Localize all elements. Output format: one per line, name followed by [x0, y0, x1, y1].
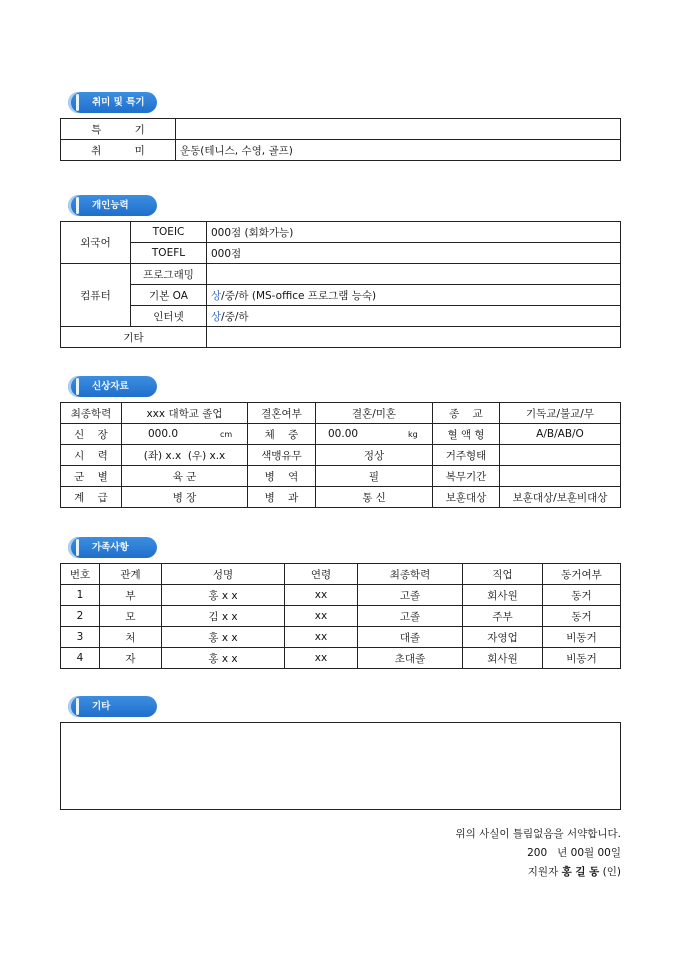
marriage-value[interactable]: 결혼/미혼	[316, 403, 433, 424]
column-header-cohabit: 동거여부	[543, 564, 621, 585]
sign-date: 200 년 00월 00일	[527, 847, 621, 859]
pledge-statement: 위의 사실이 틀림없음을 서약합니다.	[455, 828, 621, 840]
army-value[interactable]: 육 군	[122, 466, 248, 487]
computer-label: 컴퓨터	[61, 264, 131, 327]
table-row	[61, 585, 621, 606]
ability-table	[60, 221, 621, 348]
family-cell[interactable]: xx	[285, 585, 358, 606]
family-cell: 1	[61, 585, 100, 606]
religion-value[interactable]: 기독교/불교/무	[500, 403, 621, 424]
table-row	[61, 140, 621, 161]
internet-label: 인터넷	[131, 306, 207, 327]
height-label: 신 장	[61, 424, 122, 445]
religion-label: 종 교	[433, 403, 500, 424]
army-label: 군 별	[61, 466, 122, 487]
table-row	[61, 466, 621, 487]
family-cell[interactable]: xx	[285, 648, 358, 669]
weight-label: 체 중	[248, 424, 316, 445]
column-header-job: 직업	[463, 564, 543, 585]
service-period-label: 복무기간	[433, 466, 500, 487]
residence-value[interactable]	[500, 445, 621, 466]
applicant-line	[528, 864, 621, 879]
table-header-row	[61, 564, 621, 585]
family-cell[interactable]: 처	[100, 627, 162, 648]
internet-level-rest: /중/하	[221, 310, 249, 323]
family-cell[interactable]: 회사원	[463, 648, 543, 669]
marriage-label: 결혼여부	[248, 403, 316, 424]
family-cell[interactable]: 자	[100, 648, 162, 669]
family-cell[interactable]: 홍 x x	[162, 585, 285, 606]
family-cell[interactable]: xx	[285, 627, 358, 648]
family-cell[interactable]: 대졸	[358, 627, 463, 648]
height-value[interactable]: 000.0 cm	[122, 424, 248, 445]
family-cell[interactable]: 비동거	[543, 627, 621, 648]
section-header-profile: 신상자료	[68, 376, 157, 397]
branch-value[interactable]: 통 신	[316, 487, 433, 508]
service-label: 병 역	[248, 466, 316, 487]
oa-level-rest: /중/하 (MS-office 프로그램 능숙)	[221, 289, 377, 302]
veteran-label: 보훈대상	[433, 487, 500, 508]
section-header-memo: 기타	[68, 696, 157, 717]
toeic-label: TOEIC	[131, 222, 207, 243]
table-row	[61, 487, 621, 508]
family-table	[60, 563, 621, 669]
table-row	[61, 606, 621, 627]
family-cell[interactable]: 주부	[463, 606, 543, 627]
section-header-family: 가족사항	[68, 537, 157, 558]
family-cell[interactable]: 자영업	[463, 627, 543, 648]
hobby-label: 취 미	[61, 140, 176, 161]
family-cell[interactable]: 부	[100, 585, 162, 606]
colorblind-label: 색맹유무	[248, 445, 316, 466]
family-cell: 4	[61, 648, 100, 669]
section-header-ability: 개인능력	[68, 195, 157, 216]
family-cell[interactable]: 김 x x	[162, 606, 285, 627]
service-period-value[interactable]	[500, 466, 621, 487]
service-value[interactable]: 필	[316, 466, 433, 487]
internet-level-high: 상	[211, 310, 222, 323]
family-cell: 2	[61, 606, 100, 627]
programming-label: 프로그래밍	[131, 264, 207, 285]
section-header-hobbies: 취미 및 특기	[68, 92, 157, 113]
branch-label: 병 과	[248, 487, 316, 508]
table-row	[61, 424, 621, 445]
specialty-label: 특 기	[61, 119, 176, 140]
internet-value[interactable]	[207, 306, 621, 327]
family-cell[interactable]: 홍 x x	[162, 627, 285, 648]
column-header-education: 최종학력	[358, 564, 463, 585]
family-cell[interactable]: 동거	[543, 606, 621, 627]
rank-value[interactable]: 병 장	[122, 487, 248, 508]
toeic-value[interactable]: 000점 (회화가능)	[207, 222, 621, 243]
table-row	[61, 243, 621, 264]
foreign-language-label: 외국어	[61, 222, 131, 264]
column-header-name: 성명	[162, 564, 285, 585]
table-row	[61, 222, 621, 243]
column-header-relation: 관계	[100, 564, 162, 585]
oa-value[interactable]	[207, 285, 621, 306]
family-cell: 3	[61, 627, 100, 648]
eyesight-value[interactable]: (좌) x.x (우) x.x	[122, 445, 248, 466]
seal-mark: (인)	[602, 866, 621, 878]
blood-label: 혈 액 형	[433, 424, 500, 445]
family-cell[interactable]: 동거	[543, 585, 621, 606]
family-cell[interactable]: 회사원	[463, 585, 543, 606]
table-row	[61, 285, 621, 306]
oa-label: 기본 OA	[131, 285, 207, 306]
toefl-value[interactable]: 000점	[207, 243, 621, 264]
residence-label: 거주형태	[433, 445, 500, 466]
family-cell[interactable]: 홍 x x	[162, 648, 285, 669]
table-row	[61, 627, 621, 648]
column-header-age: 연령	[285, 564, 358, 585]
ability-etc-label: 기타	[61, 327, 207, 348]
table-row	[61, 306, 621, 327]
rank-label: 계 급	[61, 487, 122, 508]
table-row	[61, 264, 621, 285]
table-row	[61, 327, 621, 348]
memo-box[interactable]	[60, 722, 621, 810]
profile-table	[60, 402, 621, 508]
applicant-label: 지원자	[527, 866, 559, 878]
column-header-number: 번호	[61, 564, 100, 585]
colorblind-value[interactable]: 정상	[316, 445, 433, 466]
family-cell[interactable]: 고졸	[358, 585, 463, 606]
family-cell[interactable]: xx	[285, 606, 358, 627]
blood-value[interactable]: A/B/AB/O	[500, 424, 621, 445]
table-row	[61, 445, 621, 466]
specialty-value[interactable]	[176, 119, 621, 140]
applicant-name: 홍 길 동	[561, 866, 600, 878]
oa-level-high: 상	[211, 289, 222, 302]
eyesight-label: 시 력	[61, 445, 122, 466]
education-label: 최종학력	[61, 403, 122, 424]
hobby-value[interactable]: 운동(테니스, 수영, 골프)	[176, 140, 621, 161]
ability-etc-value[interactable]	[207, 327, 621, 348]
weight-unit: kg	[408, 430, 418, 439]
table-row	[61, 403, 621, 424]
toefl-label: TOEFL	[131, 243, 207, 264]
weight-value[interactable]: 00.00 kg	[316, 424, 433, 445]
programming-value[interactable]	[207, 264, 621, 285]
veteran-value[interactable]: 보훈대상/보훈비대상	[500, 487, 621, 508]
table-row	[61, 648, 621, 669]
family-cell[interactable]: 비동거	[543, 648, 621, 669]
hobbies-table	[60, 118, 621, 161]
family-cell[interactable]: 모	[100, 606, 162, 627]
family-cell[interactable]: 고졸	[358, 606, 463, 627]
table-row	[61, 119, 621, 140]
family-cell[interactable]: 초대졸	[358, 648, 463, 669]
education-value[interactable]: xxx 대학교 졸업	[122, 403, 248, 424]
height-unit: cm	[220, 430, 233, 439]
